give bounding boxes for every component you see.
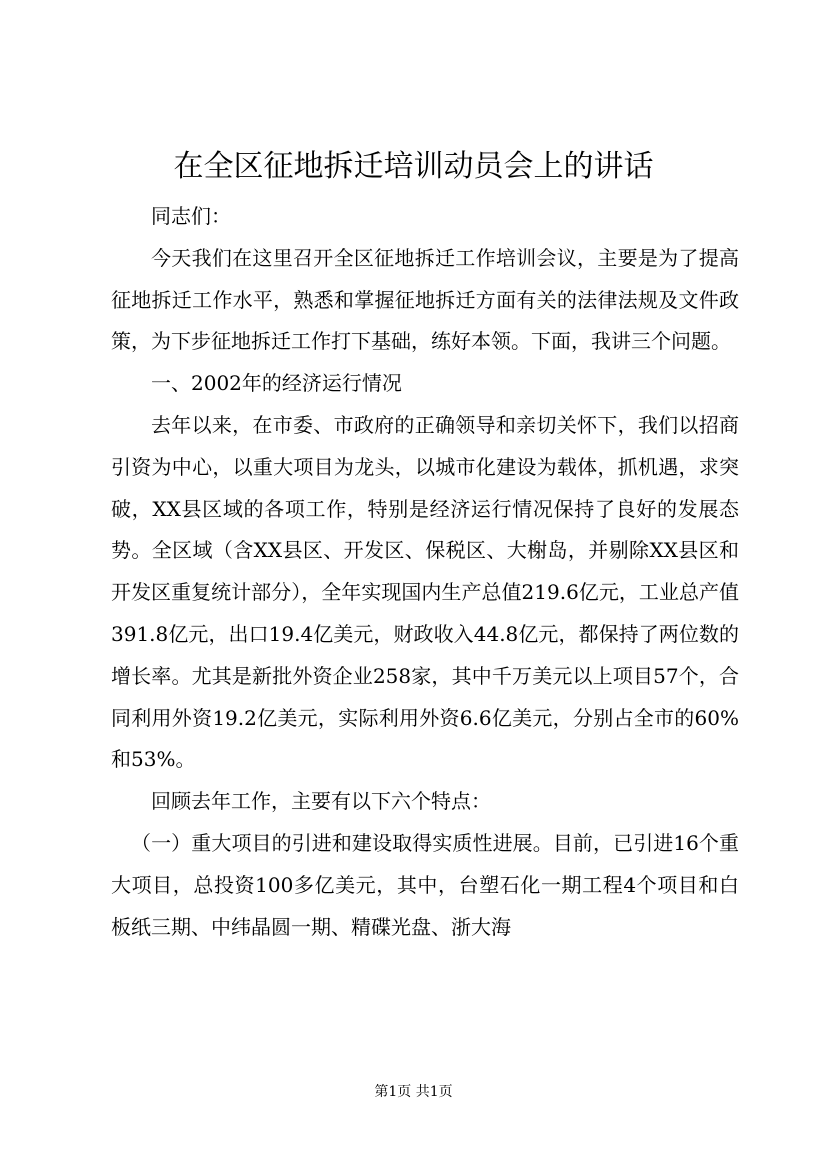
page-footer: 第1页 共1页 xyxy=(374,1084,453,1100)
paragraph-salutation: 同志们： xyxy=(151,204,231,228)
section-heading: 一、2002年的经济运行情况 xyxy=(151,371,402,396)
paragraph-projects: （一）重大项目的引进和建设取得实质性进展。目前，已引进16个重大项目，总投资100多亿美元，其中，台塑石化一期工程4个项目和白板纸三期、中纬晶圆一期、精碟光盘、浙大海 xyxy=(111,830,739,939)
document-body xyxy=(111,196,739,948)
document-title: 在全区征地拆迁培训动员会上的讲话 xyxy=(173,149,654,184)
paragraph-review: 回顾去年工作，主要有以下六个特点： xyxy=(151,789,491,814)
paragraph-economy: 去年以来，在市委、市政府的正确领导和亲切关怀下，我们以招商引资为中心，以重大项目为龙头，以城市化建设为载体，抓机遇，求突破，XX县区域的各项工作，特别是经济运行情况保持了良好的发展态势。全区域（含XX县区、开发区、保税区、大榭岛，并剔除XX县区和开发区重复统计部分），全年实现国内生产总值219.6亿元，工业总产值391.8亿元，出口19.4亿美元，财政收入44.8亿元，都保持了两位数的增长率。尤其是新批外资企业258家，其中千万美元以上项目57个，合同利用外资19.2亿美元，实际利用外资6.6亿美元，分别占全市的60%和53%。 xyxy=(111,412,739,772)
paragraph-intro: 今天我们在这里召开全区征地拆迁工作培训会议，主要是为了提高征地拆迁工作水平，熟悉和掌握征地拆迁方面有关的法律法规及文件政策，为下步征地拆迁工作打下基础，练好本领。下面，我讲三个问题。 xyxy=(111,245,739,354)
